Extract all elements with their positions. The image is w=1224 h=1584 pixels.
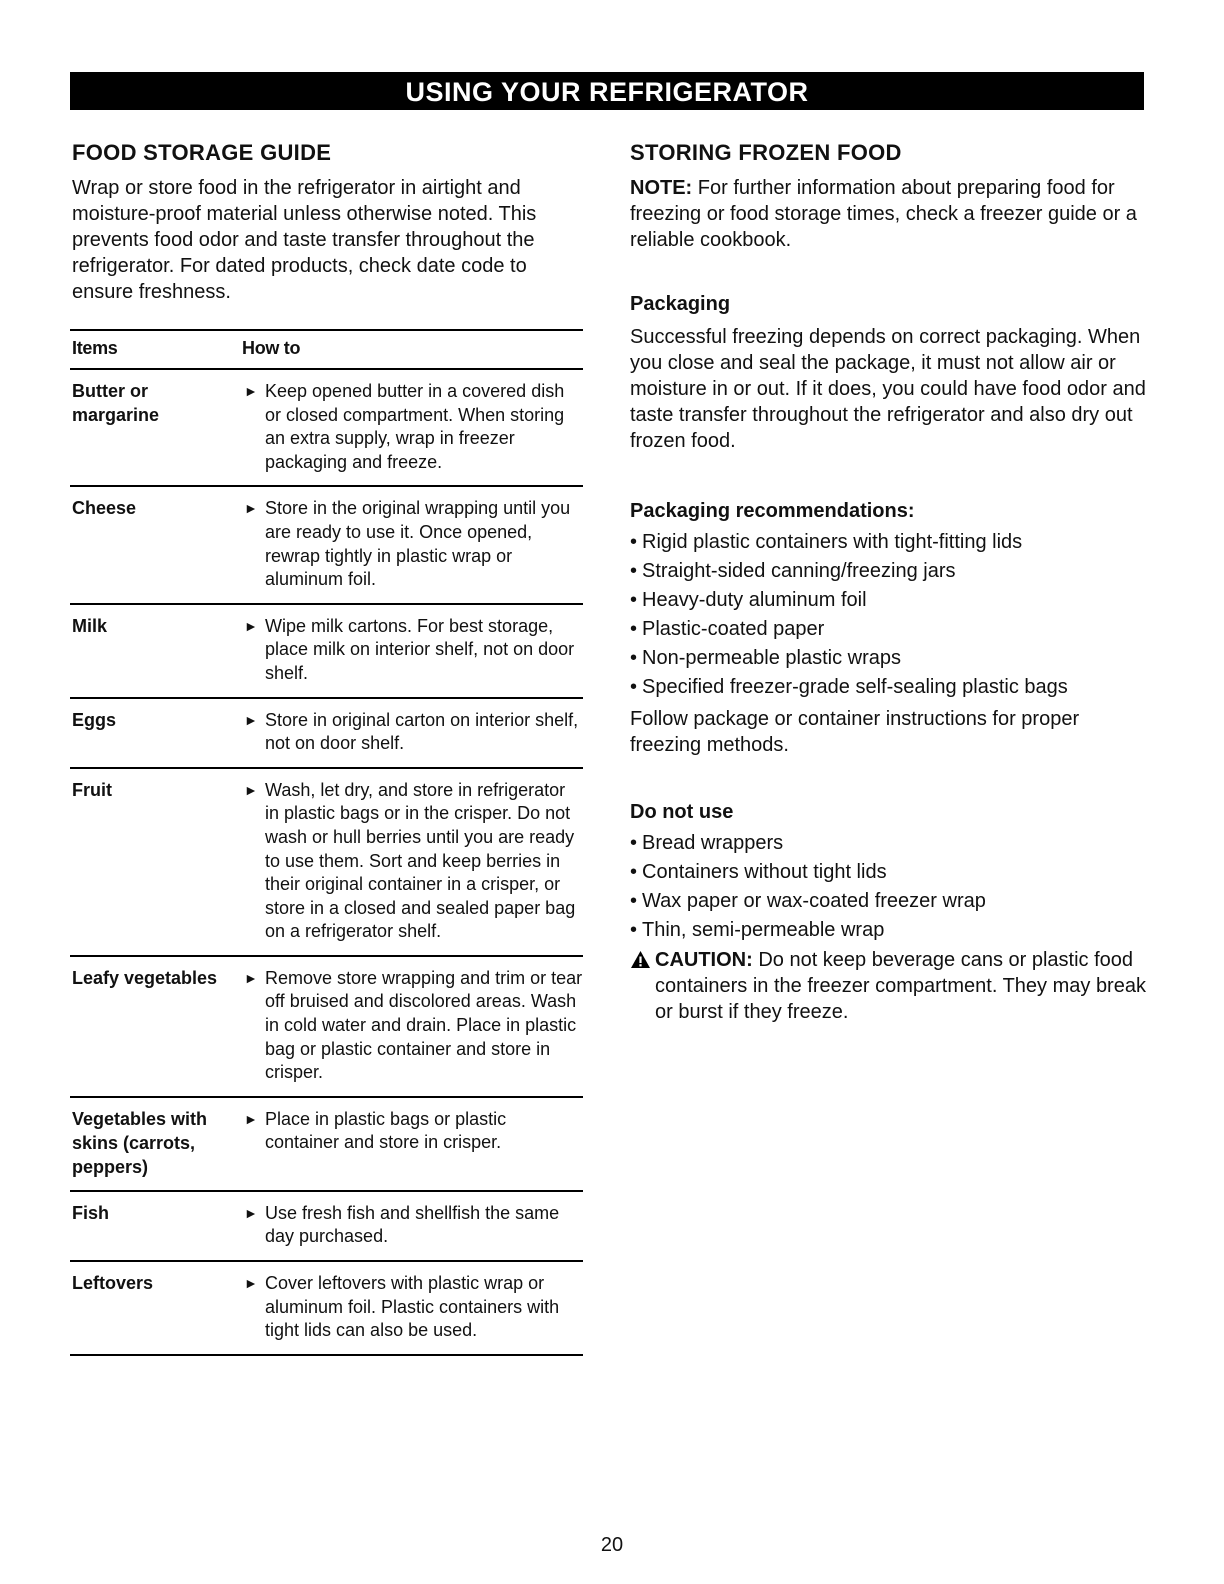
bullet-dot: • <box>630 676 638 698</box>
triangle-right-icon: ► <box>244 969 258 986</box>
bullet-dot: • <box>630 647 638 669</box>
bullet-dot: • <box>630 589 638 611</box>
list-item <box>630 673 1150 702</box>
donot-list <box>630 829 1150 945</box>
howto-text: Store in original carton on interior shelf, not on door shelf. <box>265 709 579 754</box>
howto-text: Keep opened butter in a covered dish or closed compartment. When storing an extra supply, wrap in freezer packaging and freeze. <box>265 381 565 472</box>
item-name: Eggs <box>70 698 240 768</box>
note-text: For further information about preparing food for freezing or food storage times, check a freezer guide or a reliable cookbook. <box>630 177 1137 251</box>
item-name: Butter or margarine <box>70 369 240 486</box>
list-item <box>630 887 1150 916</box>
list-item-text: Thin, semi-permeable wrap <box>642 919 885 941</box>
howto-text: Wipe milk cartons. For best storage, place milk on interior shelf, not on door shelf. <box>265 615 575 683</box>
list-item-text: Rigid plastic containers with tight-fitting lids <box>642 531 1023 553</box>
list-item-text: Bread wrappers <box>642 832 784 854</box>
note-label: NOTE: <box>630 177 693 199</box>
table-row <box>70 486 583 603</box>
caution-note <box>630 947 1150 1025</box>
item-name: Fruit <box>70 768 240 956</box>
warning-triangle-icon <box>630 950 651 969</box>
triangle-right-icon: ► <box>244 711 258 728</box>
guide-title: FOOD STORAGE GUIDE <box>72 140 332 165</box>
howto-cell <box>240 604 583 698</box>
howto-cell <box>240 369 583 486</box>
list-item <box>630 557 1150 586</box>
howto-text: Remove store wrapping and trim or tear off bruised and discolored areas. Wash in cold water and drain. Place in plastic bag or plastic container and store in crisper. <box>265 967 583 1083</box>
howto-cell <box>240 1191 583 1261</box>
bullet-dot: • <box>630 890 638 912</box>
howto-text: Use fresh fish and shellfish the same day purchased. <box>265 1202 560 1247</box>
caution-label: CAUTION: <box>655 949 753 971</box>
caution-text: Do not keep beverage cans or plastic food containers in the freezer compartment. They may break or burst if they freeze. <box>655 949 1146 1023</box>
table-row <box>70 698 583 768</box>
item-name: Cheese <box>70 486 240 603</box>
food-storage-guide <box>72 140 584 1356</box>
column-header-howto: How to <box>240 330 583 369</box>
howto-text: Place in plastic bags or plastic container and store in crisper. <box>265 1108 507 1153</box>
list-item-text: Containers without tight lids <box>642 861 887 883</box>
howto-cell <box>240 1097 583 1191</box>
section-banner: USING YOUR REFRIGERATOR <box>70 72 1144 110</box>
list-item <box>630 829 1150 858</box>
triangle-right-icon: ► <box>244 1275 258 1292</box>
item-name: Milk <box>70 604 240 698</box>
bullet-dot: • <box>630 560 638 582</box>
list-item <box>630 858 1150 887</box>
page-number: 20 <box>600 1534 624 1556</box>
item-name: Leafy vegetables <box>70 956 240 1097</box>
howto-cell <box>240 768 583 956</box>
table-row <box>70 604 583 698</box>
note-paragraph <box>630 175 1150 253</box>
list-item-text: Specified freezer-grade self-sealing plastic bags <box>642 676 1068 698</box>
table-row <box>70 956 583 1097</box>
table-row <box>70 1097 583 1191</box>
howto-text: Cover leftovers with plastic wrap or aluminum foil. Plastic containers with tight lids can also be used. <box>265 1273 560 1341</box>
donot-title: Do not use <box>630 801 734 823</box>
list-item <box>630 615 1150 644</box>
triangle-right-icon: ► <box>244 500 258 517</box>
table-row <box>70 1191 583 1261</box>
list-item-text: Straight-sided canning/freezing jars <box>642 560 956 582</box>
list-item <box>630 586 1150 615</box>
triangle-right-icon: ► <box>244 383 258 399</box>
howto-cell <box>240 486 583 603</box>
list-item-text: Heavy-duty aluminum foil <box>642 589 867 611</box>
howto-text: Store in the original wrapping until you are ready to use it. Once opened, rewrap tightly in plastic wrap or aluminum foil. <box>265 498 571 590</box>
item-name: Leftovers <box>70 1261 240 1355</box>
list-item <box>630 916 1150 945</box>
packaging-title: Packaging <box>630 293 731 315</box>
bullet-dot: • <box>630 618 638 640</box>
bullet-dot: • <box>630 919 638 941</box>
table-row <box>70 1261 583 1355</box>
table-row <box>70 768 583 956</box>
triangle-right-icon: ► <box>244 617 258 634</box>
item-name: Fish <box>70 1191 240 1261</box>
guide-intro: Wrap or store food in the refrigerator in airtight and moisture-proof material unless otherwise noted. This prevents food odor and taste transfer throughout the refrigerator. For dated products, check date code to ensure freshness. <box>72 177 537 303</box>
bullet-dot: • <box>630 861 638 883</box>
table-row <box>70 369 583 486</box>
triangle-right-icon: ► <box>244 1204 258 1221</box>
howto-text: Wash, let dry, and store in refrigerator in plastic bags or in the crisper. Do not wash or hull berries until you are ready to use them. Sort and keep berries in their original container in a crisper, or store in a closed and sealed paper bag on a refrigerator shelf. <box>265 779 576 942</box>
bullet-dot: • <box>630 531 638 553</box>
storage-table <box>70 329 583 1356</box>
packaging-text: Successful freezing depends on correct packaging. When you close and seal the package, it must not allow air or moisture in or out. If it does, you could have food odor and taste transfer throughout the refrigerator and also dry out frozen food. <box>630 326 1146 452</box>
item-name: Vegetables with skins (carrots, peppers) <box>70 1097 240 1191</box>
triangle-right-icon: ► <box>244 781 258 798</box>
recommendations-title: Packaging recommendations: <box>630 500 915 522</box>
frozen-title: STORING FROZEN FOOD <box>630 140 902 165</box>
list-item <box>630 644 1150 673</box>
list-item-text: Plastic-coated paper <box>642 618 825 640</box>
list-item-text: Non-permeable plastic wraps <box>642 647 902 669</box>
howto-cell <box>240 698 583 768</box>
list-item <box>630 528 1150 557</box>
recommendations-list <box>630 528 1150 702</box>
storing-frozen-food <box>630 140 1150 1025</box>
howto-cell <box>240 1261 583 1355</box>
list-item-text: Wax paper or wax-coated freezer wrap <box>642 890 986 912</box>
column-header-items: Items <box>70 330 240 369</box>
triangle-right-icon: ► <box>244 1110 258 1127</box>
bullet-dot: • <box>630 832 638 854</box>
howto-cell <box>240 956 583 1097</box>
follow-text: Follow package or container instructions for proper freezing methods. <box>630 708 1080 756</box>
